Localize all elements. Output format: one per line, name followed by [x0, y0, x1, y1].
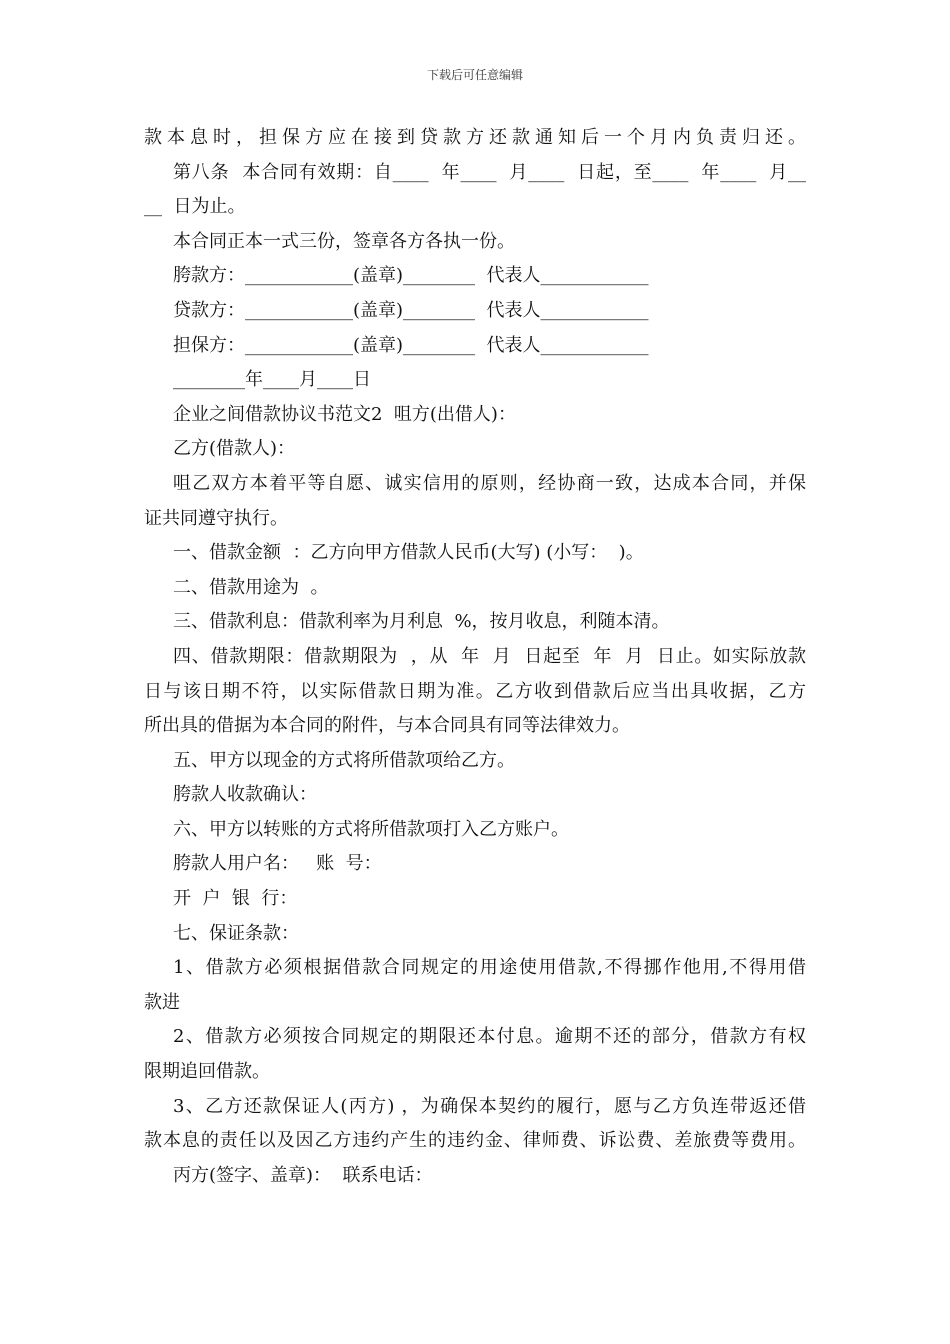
paragraph-line: 1、借款方必须根据借款合同规定的用途使用借款,不得挪作他用,不得用借 — [173, 957, 806, 979]
paragraph-line: 3、乙方还款保证人(丙方) ，为确保本契约的履行，愿与乙方负连带返还借 — [173, 1095, 806, 1117]
paragraph-line: 企业之间借款协议书范文2 咀方(出借人)： — [173, 403, 516, 425]
paragraph-line: 咀乙双方本着平等自愿、诚实信用的原则，经协商一致，达成本合同，并保 — [173, 472, 806, 494]
paragraph-line: 限期追回借款。 — [144, 1061, 270, 1083]
date-line: ________年____月____日 — [173, 369, 371, 391]
paragraph-line: 二、借款用途为 。 — [173, 576, 329, 598]
signature-line: 贷款方：____________(盖章)________ 代表人____________ — [173, 299, 649, 321]
paragraph-line: 款进 — [144, 991, 180, 1013]
signature-line: 胯款方：____________(盖章)________ 代表人____________ — [173, 265, 649, 287]
paragraph-line: 2、借款方必须按合同规定的期限还本付息。逾期不还的部分，借款方有权 — [173, 1026, 806, 1048]
paragraph-line: 证共同遵守执行。 — [144, 507, 288, 529]
paragraph-line: 日与该日期不符，以实际借款日期为准。乙方收到借款后应当出具收据，乙方 — [144, 680, 806, 702]
paragraph-line: 本合同正本一式三份，签章各方各执一份。 — [173, 230, 515, 252]
paragraph-line: 胯款人用户名： 账 号： — [173, 853, 382, 875]
paragraph-line: __ 日为止。 — [144, 196, 246, 218]
signature-line: 担保方：____________(盖章)________ 代表人____________ — [173, 334, 649, 356]
paragraph-line: 乙方(借款人)： — [173, 438, 296, 460]
paragraph-line: 七、保证条款： — [173, 922, 299, 944]
paragraph-line: 款本息的责任以及因乙方违约产生的违约金、律师费、诉讼费、差旅费等费用。 — [144, 1130, 806, 1152]
paragraph-line: 所出具的借据为本合同的附件，与本合同具有同等法律效力。 — [144, 715, 630, 737]
paragraph-line: 丙方(签字、盖章)： 联系电话： — [173, 1164, 433, 1186]
paragraph-line: 一、借款金额 ：乙方向甲方借款人民币(大写) (小写： )。 — [173, 542, 644, 564]
document-body — [144, 121, 806, 1193]
page-header: 下载后可任意编辑 — [426, 68, 523, 82]
paragraph-line: 四、借款期限：借款期限为 ，从 年 月 日起至 年 月 日止。如实际放款 — [173, 645, 806, 667]
paragraph-line: 款本息时，担保方应在接到贷款方还款通知后一个月内负责归还。 — [144, 127, 806, 148]
paragraph-line: 胯款人收款确认： — [173, 784, 317, 806]
paragraph-line: 三、借款利息：借款利率为月利息 %，按月收息，利随本清。 — [173, 611, 670, 633]
paragraph-line: 五、甲方以现金的方式将所借款项给乙方。 — [173, 749, 515, 771]
paragraph-line: 六、甲方以转账的方式将所借款项打入乙方账户。 — [173, 818, 569, 840]
paragraph-line: 第八条 本合同有效期：自____ 年____ 月____ 日起，至____ 年____ 月__ — [173, 161, 806, 183]
paragraph-line: 开 户 银 行： — [173, 888, 298, 910]
